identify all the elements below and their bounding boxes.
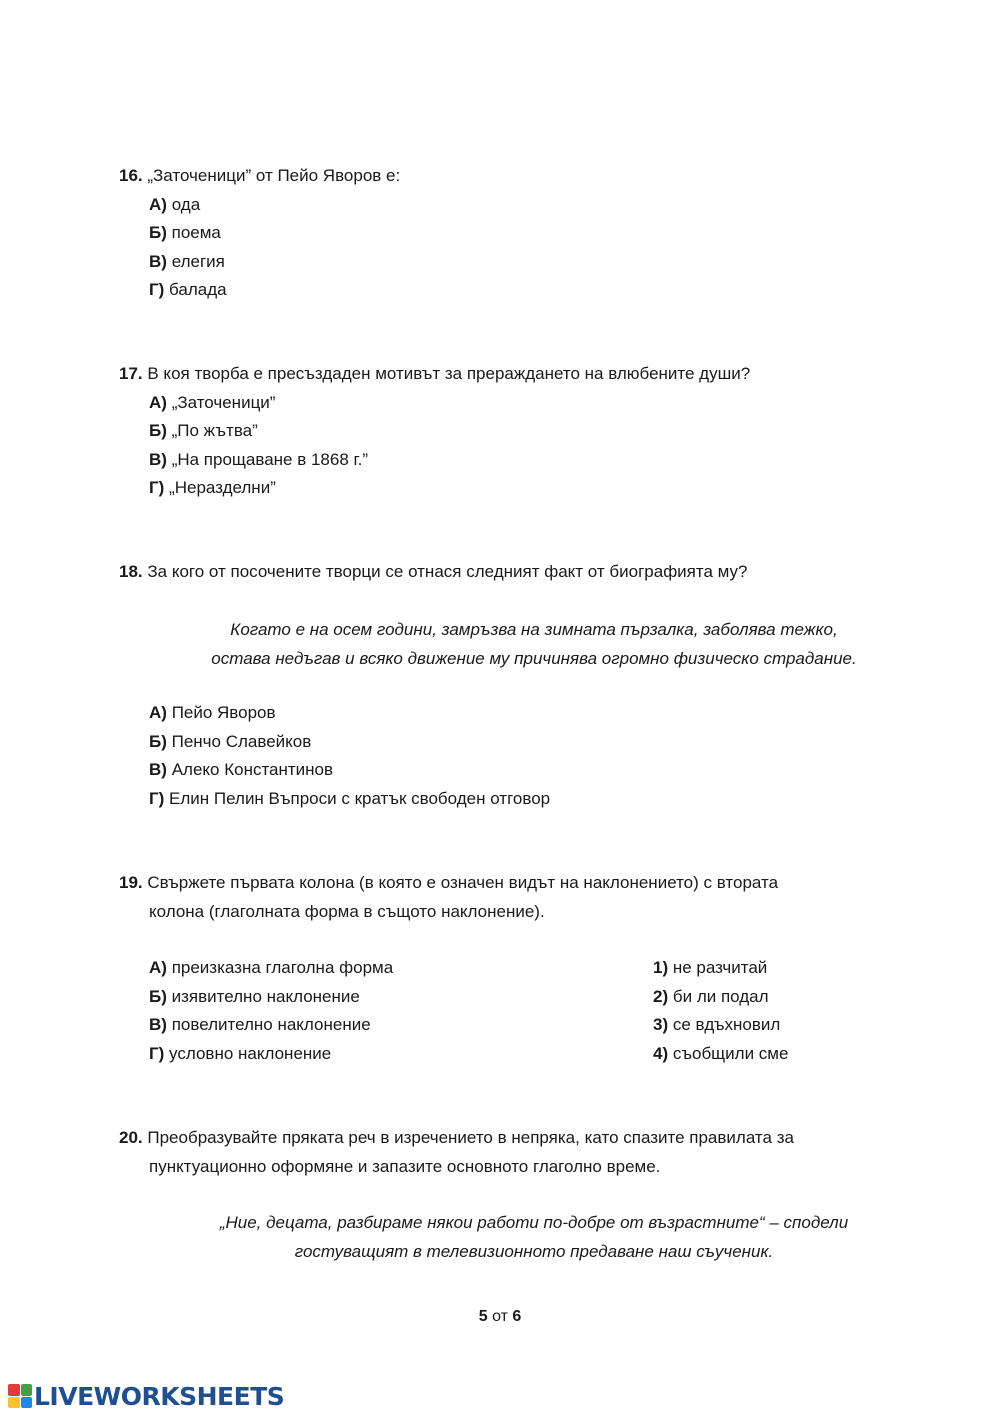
question-text-continued: колона (глаголната форма в същото наклонение). bbox=[149, 901, 545, 921]
answer-option-b[interactable] bbox=[119, 728, 879, 757]
option-letter: Г) bbox=[149, 280, 165, 299]
question-number: 17. bbox=[119, 364, 143, 383]
page-total: 6 bbox=[512, 1308, 522, 1325]
question-stem bbox=[119, 162, 879, 191]
question-number: 19. bbox=[119, 873, 143, 892]
option-text: „Заточеници” bbox=[171, 392, 276, 412]
question-stem bbox=[119, 1124, 879, 1153]
question-number: 18. bbox=[119, 562, 143, 581]
quote-line: „Ние, децата, разбираме някои работи по-добре от възрастните“ – сподели bbox=[219, 1213, 849, 1232]
question-number: 20. bbox=[119, 1128, 143, 1147]
logo-tile bbox=[21, 1397, 33, 1409]
option-text: Пенчо Славейков bbox=[171, 731, 312, 751]
option-text: Елин Пелин Въпроси с кратък свободен отговор bbox=[169, 788, 551, 808]
answer-option-a[interactable] bbox=[119, 389, 879, 418]
option-letter: А) bbox=[149, 392, 167, 412]
match-item-d[interactable] bbox=[149, 1040, 629, 1069]
option-number: 4) bbox=[653, 1043, 669, 1063]
option-number: 1) bbox=[653, 958, 669, 977]
question-text: Преобразувайте пряката реч в изречението в непряка, като спазите правилата за bbox=[147, 1128, 794, 1147]
quote-line: остава недъгав и всяко движение му причинява огромно физическо страдание. bbox=[211, 649, 857, 668]
option-text: би ли подал bbox=[672, 986, 769, 1006]
answer-option-c[interactable] bbox=[119, 248, 879, 277]
option-letter: В) bbox=[149, 1015, 167, 1034]
question-text: За кого от посочените творци се отнася следният факт от биографията му? bbox=[147, 562, 748, 581]
option-letter: Г) bbox=[149, 1043, 165, 1063]
match-item-2[interactable] bbox=[653, 983, 873, 1012]
match-item-c[interactable] bbox=[149, 1011, 629, 1040]
match-item-3[interactable] bbox=[653, 1011, 873, 1040]
quote-line: Когато е на осем години, замръзва на зимната пързалка, заболява тежко, bbox=[230, 620, 838, 639]
option-text: балада bbox=[169, 280, 227, 299]
option-text: преизказна глаголна форма bbox=[171, 958, 394, 977]
logo-tile bbox=[21, 1384, 33, 1396]
question-20 bbox=[119, 1124, 879, 1181]
answer-option-d[interactable] bbox=[119, 785, 879, 814]
question-17 bbox=[119, 360, 879, 503]
logo-tile bbox=[8, 1384, 20, 1396]
page-counter bbox=[0, 1308, 1000, 1326]
question-text-continued: пунктуационно оформяне и запазите основното глаголно време. bbox=[149, 1156, 661, 1176]
match-item-b[interactable] bbox=[149, 983, 629, 1012]
question-19 bbox=[119, 869, 879, 926]
option-text: елегия bbox=[171, 251, 225, 271]
option-number: 2) bbox=[653, 986, 669, 1006]
option-text: „На прощаване в 1868 г.” bbox=[171, 449, 369, 469]
option-letter: Б) bbox=[149, 421, 167, 440]
option-letter: Б) bbox=[149, 223, 167, 242]
answer-option-c[interactable] bbox=[119, 446, 879, 475]
option-text: Пейо Яворов bbox=[171, 703, 276, 722]
option-text: ода bbox=[171, 194, 201, 214]
question-number: 16. bbox=[119, 166, 143, 185]
question-text: „Заточеници” от Пейо Яворов е: bbox=[147, 166, 401, 185]
option-letter: А) bbox=[149, 194, 167, 214]
option-letter: Г) bbox=[149, 788, 165, 808]
question-stem bbox=[119, 558, 879, 587]
option-text: съобщили сме bbox=[672, 1043, 789, 1063]
question-stem bbox=[119, 360, 879, 389]
page-separator: от bbox=[492, 1308, 508, 1325]
option-letter: А) bbox=[149, 958, 167, 977]
match-item-4[interactable] bbox=[653, 1040, 873, 1069]
question-text: Свържете първата колона (в която е означен видът на наклонението) с втората bbox=[147, 873, 779, 892]
option-letter: А) bbox=[149, 703, 167, 722]
liveworksheets-logo-icon bbox=[8, 1384, 32, 1408]
page-current: 5 bbox=[478, 1308, 488, 1325]
question-16 bbox=[119, 162, 879, 305]
option-text: се вдъхновил bbox=[672, 1015, 781, 1034]
match-item-1[interactable] bbox=[653, 954, 873, 983]
question-text: В коя творба е пресъздаден мотивът за прераждането на влюбените души? bbox=[147, 364, 751, 383]
option-letter: В) bbox=[149, 760, 167, 779]
answer-option-d[interactable] bbox=[119, 276, 879, 305]
option-text: Алеко Константинов bbox=[171, 760, 334, 779]
right-column bbox=[653, 954, 873, 1068]
match-item-a[interactable] bbox=[149, 954, 629, 983]
direct-speech-quote bbox=[119, 1208, 949, 1266]
quote-line: гостуващият в телевизионното предаване наш съученик. bbox=[294, 1242, 774, 1261]
answer-option-a[interactable] bbox=[119, 699, 879, 728]
option-letter: Б) bbox=[149, 731, 167, 751]
question-stem bbox=[119, 869, 879, 898]
option-letter: Г) bbox=[149, 478, 165, 497]
question-18 bbox=[119, 558, 879, 587]
option-text: поема bbox=[171, 223, 221, 242]
question-18-options bbox=[119, 699, 879, 813]
option-text: условно наклонение bbox=[169, 1043, 332, 1063]
answer-option-d[interactable] bbox=[119, 474, 879, 503]
answer-option-a[interactable] bbox=[119, 191, 879, 220]
left-column bbox=[149, 954, 629, 1068]
option-text: „По жътва” bbox=[171, 421, 258, 440]
option-text: не разчитай bbox=[672, 958, 768, 977]
option-number: 3) bbox=[653, 1015, 669, 1034]
logo-tile bbox=[8, 1397, 20, 1409]
option-letter: В) bbox=[149, 251, 167, 271]
answer-option-b[interactable] bbox=[119, 219, 879, 248]
option-text: повелително наклонение bbox=[171, 1015, 371, 1034]
option-letter: Б) bbox=[149, 986, 167, 1006]
option-text: „Неразделни” bbox=[169, 478, 276, 497]
answer-option-c[interactable] bbox=[119, 756, 879, 785]
answer-option-b[interactable] bbox=[119, 417, 879, 446]
option-text: изявително наклонение bbox=[171, 986, 360, 1006]
liveworksheets-logo[interactable] bbox=[8, 1380, 284, 1412]
logo-text: LIVEWORKSHEETS bbox=[34, 1381, 285, 1411]
biography-quote bbox=[119, 615, 949, 673]
option-letter: В) bbox=[149, 449, 167, 469]
